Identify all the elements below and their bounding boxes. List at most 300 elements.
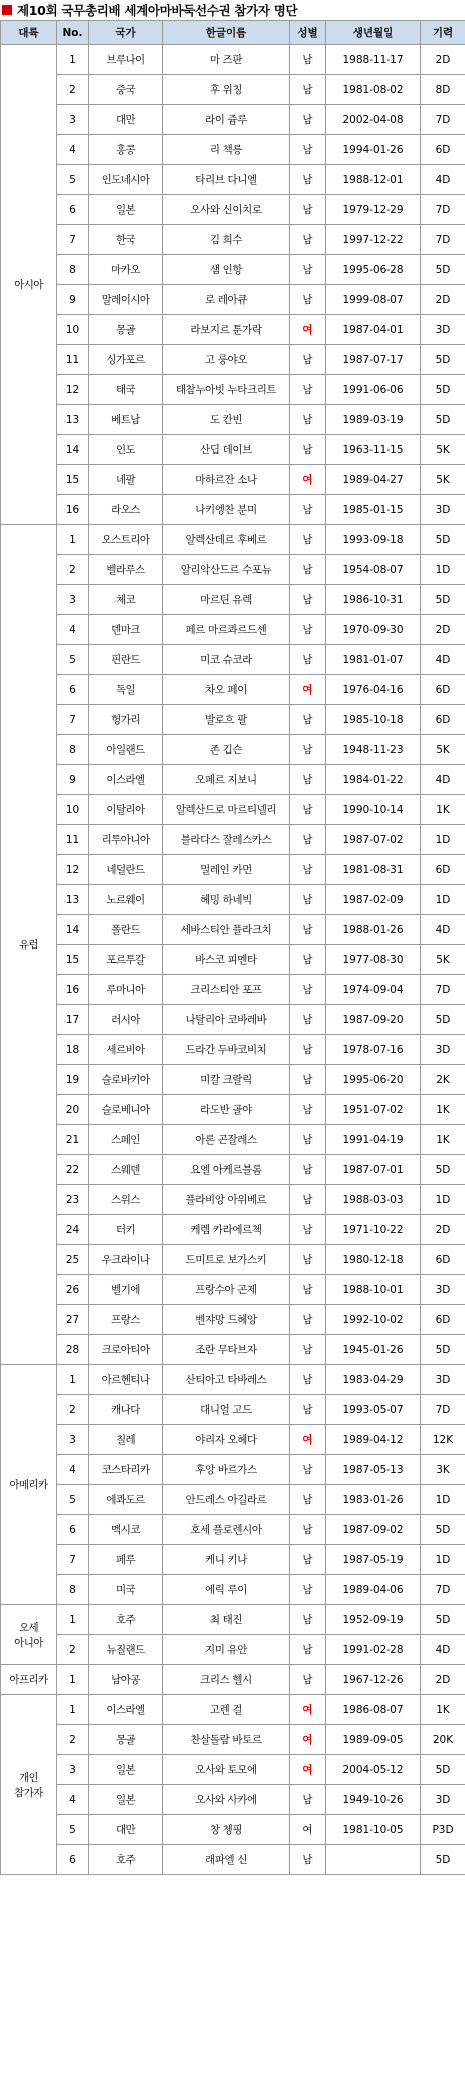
player-name-cell: 오사와 토모에 xyxy=(163,1755,290,1785)
gender-cell: 여 xyxy=(290,1695,326,1725)
player-name-cell: 세바스티안 플라크치 xyxy=(163,915,290,945)
level-cell: 1K xyxy=(421,1125,465,1155)
table-row xyxy=(1,795,465,825)
birthdate-cell: 1987-07-17 xyxy=(326,345,421,375)
player-name-cell: 라보지르 툰가락 xyxy=(163,315,290,345)
table-row xyxy=(1,825,465,855)
row-number-cell: 23 xyxy=(57,1185,89,1215)
country-cell: 스위스 xyxy=(89,1185,163,1215)
birthdate-cell: 1999-08-07 xyxy=(326,285,421,315)
row-number-cell: 8 xyxy=(57,735,89,765)
level-cell: 4D xyxy=(421,165,465,195)
level-cell: 7D xyxy=(421,975,465,1005)
player-name-cell: 고 룽야오 xyxy=(163,345,290,375)
column-header-continent: 대륙 xyxy=(1,21,57,45)
row-number-cell: 1 xyxy=(57,1665,89,1695)
player-name-cell: 차오 페이 xyxy=(163,675,290,705)
row-number-cell: 2 xyxy=(57,555,89,585)
table-row xyxy=(1,1245,465,1275)
birthdate-cell: 1978-07-16 xyxy=(326,1035,421,1065)
birthdate-cell: 1945-01-26 xyxy=(326,1335,421,1365)
player-name-cell: 멀레인 카먼 xyxy=(163,855,290,885)
table-row xyxy=(1,195,465,225)
country-cell: 러시아 xyxy=(89,1005,163,1035)
gender-cell: 남 xyxy=(290,945,326,975)
column-header-name: 한글이름 xyxy=(163,21,290,45)
gender-cell: 남 xyxy=(290,555,326,585)
page-title: 제10회 국무총리배 세계아마바둑선수권 참가자 명단 xyxy=(17,3,298,18)
country-cell: 태국 xyxy=(89,375,163,405)
birthdate-cell: 1990-10-14 xyxy=(326,795,421,825)
gender-cell: 여 xyxy=(290,1425,326,1455)
player-name-cell: 로 레아큐 xyxy=(163,285,290,315)
row-number-cell: 26 xyxy=(57,1275,89,1305)
gender-cell: 남 xyxy=(290,1545,326,1575)
row-number-cell: 18 xyxy=(57,1035,89,1065)
country-cell: 이스라엘 xyxy=(89,1695,163,1725)
level-cell: 7D xyxy=(421,1395,465,1425)
player-name-cell: 드라간 두바코비치 xyxy=(163,1035,290,1065)
table-row xyxy=(1,1035,465,1065)
country-cell: 한국 xyxy=(89,225,163,255)
country-cell: 인도네시아 xyxy=(89,165,163,195)
continent-cell: 아시아 xyxy=(1,45,57,525)
table-row xyxy=(1,885,465,915)
player-name-cell: 오사와 신이치로 xyxy=(163,195,290,225)
row-number-cell: 7 xyxy=(57,225,89,255)
level-cell: 6D xyxy=(421,135,465,165)
level-cell: 1K xyxy=(421,795,465,825)
birthdate-cell: 1985-10-18 xyxy=(326,705,421,735)
row-number-cell: 11 xyxy=(57,825,89,855)
level-cell: 7D xyxy=(421,195,465,225)
level-cell: 5K xyxy=(421,435,465,465)
player-name-cell: 오페르 지보니 xyxy=(163,765,290,795)
country-cell: 우크라이나 xyxy=(89,1245,163,1275)
level-cell: 1K xyxy=(421,1095,465,1125)
country-cell: 터키 xyxy=(89,1215,163,1245)
level-cell: 1D xyxy=(421,825,465,855)
birthdate-cell: 1986-08-07 xyxy=(326,1695,421,1725)
row-number-cell: 1 xyxy=(57,1365,89,1395)
continent-cell: 아메리카 xyxy=(1,1365,57,1605)
level-cell: 3D xyxy=(421,1785,465,1815)
continent-cell: 개인 참가자 xyxy=(1,1695,57,1875)
birthdate-cell: 1989-04-12 xyxy=(326,1425,421,1455)
player-name-cell: 후 위칭 xyxy=(163,75,290,105)
player-name-cell: 조란 무타브자 xyxy=(163,1335,290,1365)
level-cell: 4D xyxy=(421,765,465,795)
level-cell: 1D xyxy=(421,555,465,585)
table-row xyxy=(1,1335,465,1365)
row-number-cell: 9 xyxy=(57,765,89,795)
birthdate-cell: 1995-06-28 xyxy=(326,255,421,285)
level-cell: 5D xyxy=(421,375,465,405)
level-cell: 6D xyxy=(421,705,465,735)
birthdate-cell: 1988-01-26 xyxy=(326,915,421,945)
birthdate-cell: 1963-11-15 xyxy=(326,435,421,465)
table-row xyxy=(1,1125,465,1155)
gender-cell: 남 xyxy=(290,195,326,225)
birthdate-cell: 1981-10-05 xyxy=(326,1815,421,1845)
row-number-cell: 28 xyxy=(57,1335,89,1365)
column-header-no: No. xyxy=(57,21,89,45)
country-cell: 호주 xyxy=(89,1845,163,1875)
table-row xyxy=(1,1785,465,1815)
level-cell: 1D xyxy=(421,1485,465,1515)
birthdate-cell: 1989-04-27 xyxy=(326,465,421,495)
country-cell: 마카오 xyxy=(89,255,163,285)
birthdate-cell: 1987-07-01 xyxy=(326,1155,421,1185)
player-name-cell: 샘 인항 xyxy=(163,255,290,285)
birthdate-cell: 1981-08-31 xyxy=(326,855,421,885)
level-cell: 5D xyxy=(421,525,465,555)
birthdate-cell: 1994-01-26 xyxy=(326,135,421,165)
row-number-cell: 12 xyxy=(57,855,89,885)
row-number-cell: 27 xyxy=(57,1305,89,1335)
birthdate-cell: 1991-06-06 xyxy=(326,375,421,405)
level-cell: 1D xyxy=(421,885,465,915)
row-number-cell: 6 xyxy=(57,1515,89,1545)
birthdate-cell: 1970-09-30 xyxy=(326,615,421,645)
table-row xyxy=(1,555,465,585)
level-cell: 3K xyxy=(421,1455,465,1485)
country-cell: 벨라루스 xyxy=(89,555,163,585)
player-name-cell: 리 책릉 xyxy=(163,135,290,165)
birthdate-cell: 1989-03-19 xyxy=(326,405,421,435)
player-name-cell: 호세 플로렌시아 xyxy=(163,1515,290,1545)
country-cell: 인도 xyxy=(89,435,163,465)
level-cell: 1D xyxy=(421,1545,465,1575)
table-row xyxy=(1,165,465,195)
gender-cell: 남 xyxy=(290,495,326,525)
row-number-cell: 15 xyxy=(57,945,89,975)
country-cell: 대만 xyxy=(89,1815,163,1845)
level-cell: 3D xyxy=(421,1035,465,1065)
level-cell: 5D xyxy=(421,585,465,615)
birthdate-cell: 1987-02-09 xyxy=(326,885,421,915)
birthdate-cell: 1988-03-03 xyxy=(326,1185,421,1215)
country-cell: 크로아티아 xyxy=(89,1335,163,1365)
player-name-cell: 발로흐 팔 xyxy=(163,705,290,735)
table-row xyxy=(1,1725,465,1755)
row-number-cell: 2 xyxy=(57,75,89,105)
gender-cell: 남 xyxy=(290,1125,326,1155)
gender-cell: 여 xyxy=(290,465,326,495)
table-row xyxy=(1,315,465,345)
level-cell: 1K xyxy=(421,1695,465,1725)
row-number-cell: 3 xyxy=(57,105,89,135)
birthdate-cell: 1987-05-19 xyxy=(326,1545,421,1575)
level-cell: 3D xyxy=(421,315,465,345)
birthdate-cell: 1948-11-23 xyxy=(326,735,421,765)
player-name-cell: 존 깁슨 xyxy=(163,735,290,765)
player-name-cell: 헤밍 하네빅 xyxy=(163,885,290,915)
country-cell: 스페인 xyxy=(89,1125,163,1155)
table-body xyxy=(1,45,465,1875)
country-cell: 네팔 xyxy=(89,465,163,495)
row-number-cell: 1 xyxy=(57,1695,89,1725)
row-number-cell: 2 xyxy=(57,1725,89,1755)
level-cell: 3D xyxy=(421,495,465,525)
gender-cell: 남 xyxy=(290,1365,326,1395)
country-cell: 이스라엘 xyxy=(89,765,163,795)
level-cell: 12K xyxy=(421,1425,465,1455)
table-row xyxy=(1,45,465,75)
row-number-cell: 8 xyxy=(57,255,89,285)
country-cell: 일본 xyxy=(89,195,163,225)
birthdate-cell: 1976-04-16 xyxy=(326,675,421,705)
level-cell: P3D xyxy=(421,1815,465,1845)
row-number-cell: 2 xyxy=(57,1395,89,1425)
birthdate-cell: 1974-09-04 xyxy=(326,975,421,1005)
row-number-cell: 4 xyxy=(57,1785,89,1815)
gender-cell: 남 xyxy=(290,105,326,135)
country-cell: 멕시코 xyxy=(89,1515,163,1545)
gender-cell: 남 xyxy=(290,1665,326,1695)
country-cell: 네덜란드 xyxy=(89,855,163,885)
row-number-cell: 10 xyxy=(57,795,89,825)
row-number-cell: 13 xyxy=(57,885,89,915)
player-name-cell: 고렌 걸 xyxy=(163,1695,290,1725)
player-name-cell: 산티아고 타바레스 xyxy=(163,1365,290,1395)
table-row xyxy=(1,915,465,945)
country-cell: 핀란드 xyxy=(89,645,163,675)
country-cell: 독일 xyxy=(89,675,163,705)
player-name-cell: 미칼 크랄릭 xyxy=(163,1065,290,1095)
level-cell: 2D xyxy=(421,285,465,315)
gender-cell: 남 xyxy=(290,1155,326,1185)
column-header-level: 기력 xyxy=(421,21,465,45)
row-number-cell: 5 xyxy=(57,1815,89,1845)
row-number-cell: 14 xyxy=(57,915,89,945)
player-name-cell: 마르틴 유렉 xyxy=(163,585,290,615)
player-name-cell: 케렘 카라에르첵 xyxy=(163,1215,290,1245)
gender-cell: 남 xyxy=(290,405,326,435)
gender-cell: 남 xyxy=(290,1185,326,1215)
player-name-cell: 나탈리아 코바레바 xyxy=(163,1005,290,1035)
row-number-cell: 6 xyxy=(57,1845,89,1875)
player-name-cell: 도 칸빈 xyxy=(163,405,290,435)
row-number-cell: 10 xyxy=(57,315,89,345)
birthdate-cell: 1951-07-02 xyxy=(326,1095,421,1125)
level-cell: 6D xyxy=(421,1305,465,1335)
column-header-gender: 성별 xyxy=(290,21,326,45)
table-row xyxy=(1,945,465,975)
table-row xyxy=(1,285,465,315)
gender-cell: 여 xyxy=(290,315,326,345)
row-number-cell: 16 xyxy=(57,495,89,525)
player-name-cell: 창 쳉핑 xyxy=(163,1815,290,1845)
player-name-cell: 알렉산데르 후베르 xyxy=(163,525,290,555)
player-name-cell: 라도반 골야 xyxy=(163,1095,290,1125)
gender-cell: 여 xyxy=(290,1815,326,1845)
column-header-country: 국가 xyxy=(89,21,163,45)
level-cell: 7D xyxy=(421,225,465,255)
table-row xyxy=(1,675,465,705)
birthdate-cell: 1983-04-29 xyxy=(326,1365,421,1395)
gender-cell: 남 xyxy=(290,1845,326,1875)
table-row xyxy=(1,1425,465,1455)
player-name-cell: 태참누아빗 누타크리트 xyxy=(163,375,290,405)
table-row xyxy=(1,1365,465,1395)
table-row xyxy=(1,645,465,675)
table-row xyxy=(1,585,465,615)
table-row xyxy=(1,735,465,765)
player-name-cell: 김 희수 xyxy=(163,225,290,255)
gender-cell: 남 xyxy=(290,1635,326,1665)
country-cell: 브루나이 xyxy=(89,45,163,75)
row-number-cell: 2 xyxy=(57,1635,89,1665)
table-row xyxy=(1,1305,465,1335)
table-row xyxy=(1,525,465,555)
row-number-cell: 21 xyxy=(57,1125,89,1155)
level-cell: 2D xyxy=(421,1215,465,1245)
birthdate-cell: 1980-12-18 xyxy=(326,1245,421,1275)
table-row xyxy=(1,1395,465,1425)
table-row xyxy=(1,1605,465,1635)
row-number-cell: 6 xyxy=(57,675,89,705)
gender-cell: 남 xyxy=(290,225,326,255)
row-number-cell: 11 xyxy=(57,345,89,375)
gender-cell: 남 xyxy=(290,705,326,735)
country-cell: 폴란드 xyxy=(89,915,163,945)
player-name-cell: 알리악산드르 수포뉴 xyxy=(163,555,290,585)
birthdate-cell: 1986-10-31 xyxy=(326,585,421,615)
row-number-cell: 6 xyxy=(57,195,89,225)
level-cell: 1D xyxy=(421,1185,465,1215)
gender-cell: 남 xyxy=(290,795,326,825)
level-cell: 4D xyxy=(421,1635,465,1665)
table-row xyxy=(1,615,465,645)
gender-cell: 남 xyxy=(290,615,326,645)
table-row xyxy=(1,135,465,165)
birthdate-cell: 1985-01-15 xyxy=(326,495,421,525)
row-number-cell: 4 xyxy=(57,615,89,645)
country-cell: 이탈리아 xyxy=(89,795,163,825)
gender-cell: 남 xyxy=(290,1305,326,1335)
table-row xyxy=(1,765,465,795)
country-cell: 홍콩 xyxy=(89,135,163,165)
gender-cell: 남 xyxy=(290,1455,326,1485)
birthdate-cell: 1952-09-19 xyxy=(326,1605,421,1635)
page-title-bar xyxy=(0,0,465,20)
player-name-cell: 마하르잔 소나 xyxy=(163,465,290,495)
level-cell: 5D xyxy=(421,1335,465,1365)
row-number-cell: 3 xyxy=(57,1755,89,1785)
birthdate-cell: 1983-01-26 xyxy=(326,1485,421,1515)
row-number-cell: 4 xyxy=(57,1455,89,1485)
player-name-cell: 알렉산드로 마르티넬리 xyxy=(163,795,290,825)
table-row xyxy=(1,1755,465,1785)
gender-cell: 남 xyxy=(290,345,326,375)
country-cell: 세르비아 xyxy=(89,1035,163,1065)
country-cell: 말레이시아 xyxy=(89,285,163,315)
gender-cell: 남 xyxy=(290,1095,326,1125)
country-cell: 루마니아 xyxy=(89,975,163,1005)
continent-cell: 유럽 xyxy=(1,525,57,1365)
birthdate-cell: 1991-04-19 xyxy=(326,1125,421,1155)
player-name-cell: 에릭 루이 xyxy=(163,1575,290,1605)
country-cell: 몽골 xyxy=(89,315,163,345)
country-cell: 몽골 xyxy=(89,1725,163,1755)
country-cell: 중국 xyxy=(89,75,163,105)
level-cell: 5K xyxy=(421,945,465,975)
birthdate-cell: 1989-09-05 xyxy=(326,1725,421,1755)
row-number-cell: 22 xyxy=(57,1155,89,1185)
country-cell: 남아공 xyxy=(89,1665,163,1695)
country-cell: 체코 xyxy=(89,585,163,615)
player-name-cell: 페르 마르콰르드센 xyxy=(163,615,290,645)
birthdate-cell: 1988-11-17 xyxy=(326,45,421,75)
player-name-cell: 아론 곤잘레스 xyxy=(163,1125,290,1155)
country-cell: 아일랜드 xyxy=(89,735,163,765)
row-number-cell: 12 xyxy=(57,375,89,405)
birthdate-cell: 1993-09-18 xyxy=(326,525,421,555)
gender-cell: 남 xyxy=(290,915,326,945)
table-row xyxy=(1,1275,465,1305)
table-row xyxy=(1,105,465,135)
gender-cell: 남 xyxy=(290,645,326,675)
birthdate-cell: 1954-08-07 xyxy=(326,555,421,585)
birthdate-cell: 1995-06-20 xyxy=(326,1065,421,1095)
row-number-cell: 9 xyxy=(57,285,89,315)
row-number-cell: 3 xyxy=(57,1425,89,1455)
gender-cell: 남 xyxy=(290,1065,326,1095)
player-name-cell: 후앙 바르가스 xyxy=(163,1455,290,1485)
country-cell: 라오스 xyxy=(89,495,163,525)
country-cell: 슬로바키아 xyxy=(89,1065,163,1095)
table-row xyxy=(1,375,465,405)
gender-cell: 남 xyxy=(290,525,326,555)
player-name-cell: 크리스티안 포프 xyxy=(163,975,290,1005)
level-cell: 8D xyxy=(421,75,465,105)
level-cell: 5D xyxy=(421,255,465,285)
level-cell: 6D xyxy=(421,675,465,705)
row-number-cell: 15 xyxy=(57,465,89,495)
table-row xyxy=(1,1515,465,1545)
gender-cell: 여 xyxy=(290,1755,326,1785)
title-square-icon xyxy=(2,5,12,15)
row-number-cell: 1 xyxy=(57,1605,89,1635)
gender-cell: 남 xyxy=(290,1275,326,1305)
table-row xyxy=(1,1155,465,1185)
table-row xyxy=(1,975,465,1005)
country-cell: 오스트리아 xyxy=(89,525,163,555)
gender-cell: 남 xyxy=(290,1785,326,1815)
row-number-cell: 17 xyxy=(57,1005,89,1035)
country-cell: 슬로베니아 xyxy=(89,1095,163,1125)
birthdate-cell: 1991-02-28 xyxy=(326,1635,421,1665)
table-row xyxy=(1,405,465,435)
country-cell: 벨기에 xyxy=(89,1275,163,1305)
table-row xyxy=(1,255,465,285)
country-cell: 싱가포르 xyxy=(89,345,163,375)
player-name-cell: 요엘 아케르블롬 xyxy=(163,1155,290,1185)
level-cell: 2D xyxy=(421,615,465,645)
player-name-cell: 플라비앙 아위베르 xyxy=(163,1185,290,1215)
gender-cell: 남 xyxy=(290,75,326,105)
gender-cell: 남 xyxy=(290,1515,326,1545)
player-name-cell: 지미 유안 xyxy=(163,1635,290,1665)
player-name-cell: 최 태진 xyxy=(163,1605,290,1635)
row-number-cell: 20 xyxy=(57,1095,89,1125)
table-row xyxy=(1,495,465,525)
birthdate-cell: 1987-05-13 xyxy=(326,1455,421,1485)
birthdate-cell: 1979-12-29 xyxy=(326,195,421,225)
gender-cell: 남 xyxy=(290,855,326,885)
row-number-cell: 8 xyxy=(57,1575,89,1605)
